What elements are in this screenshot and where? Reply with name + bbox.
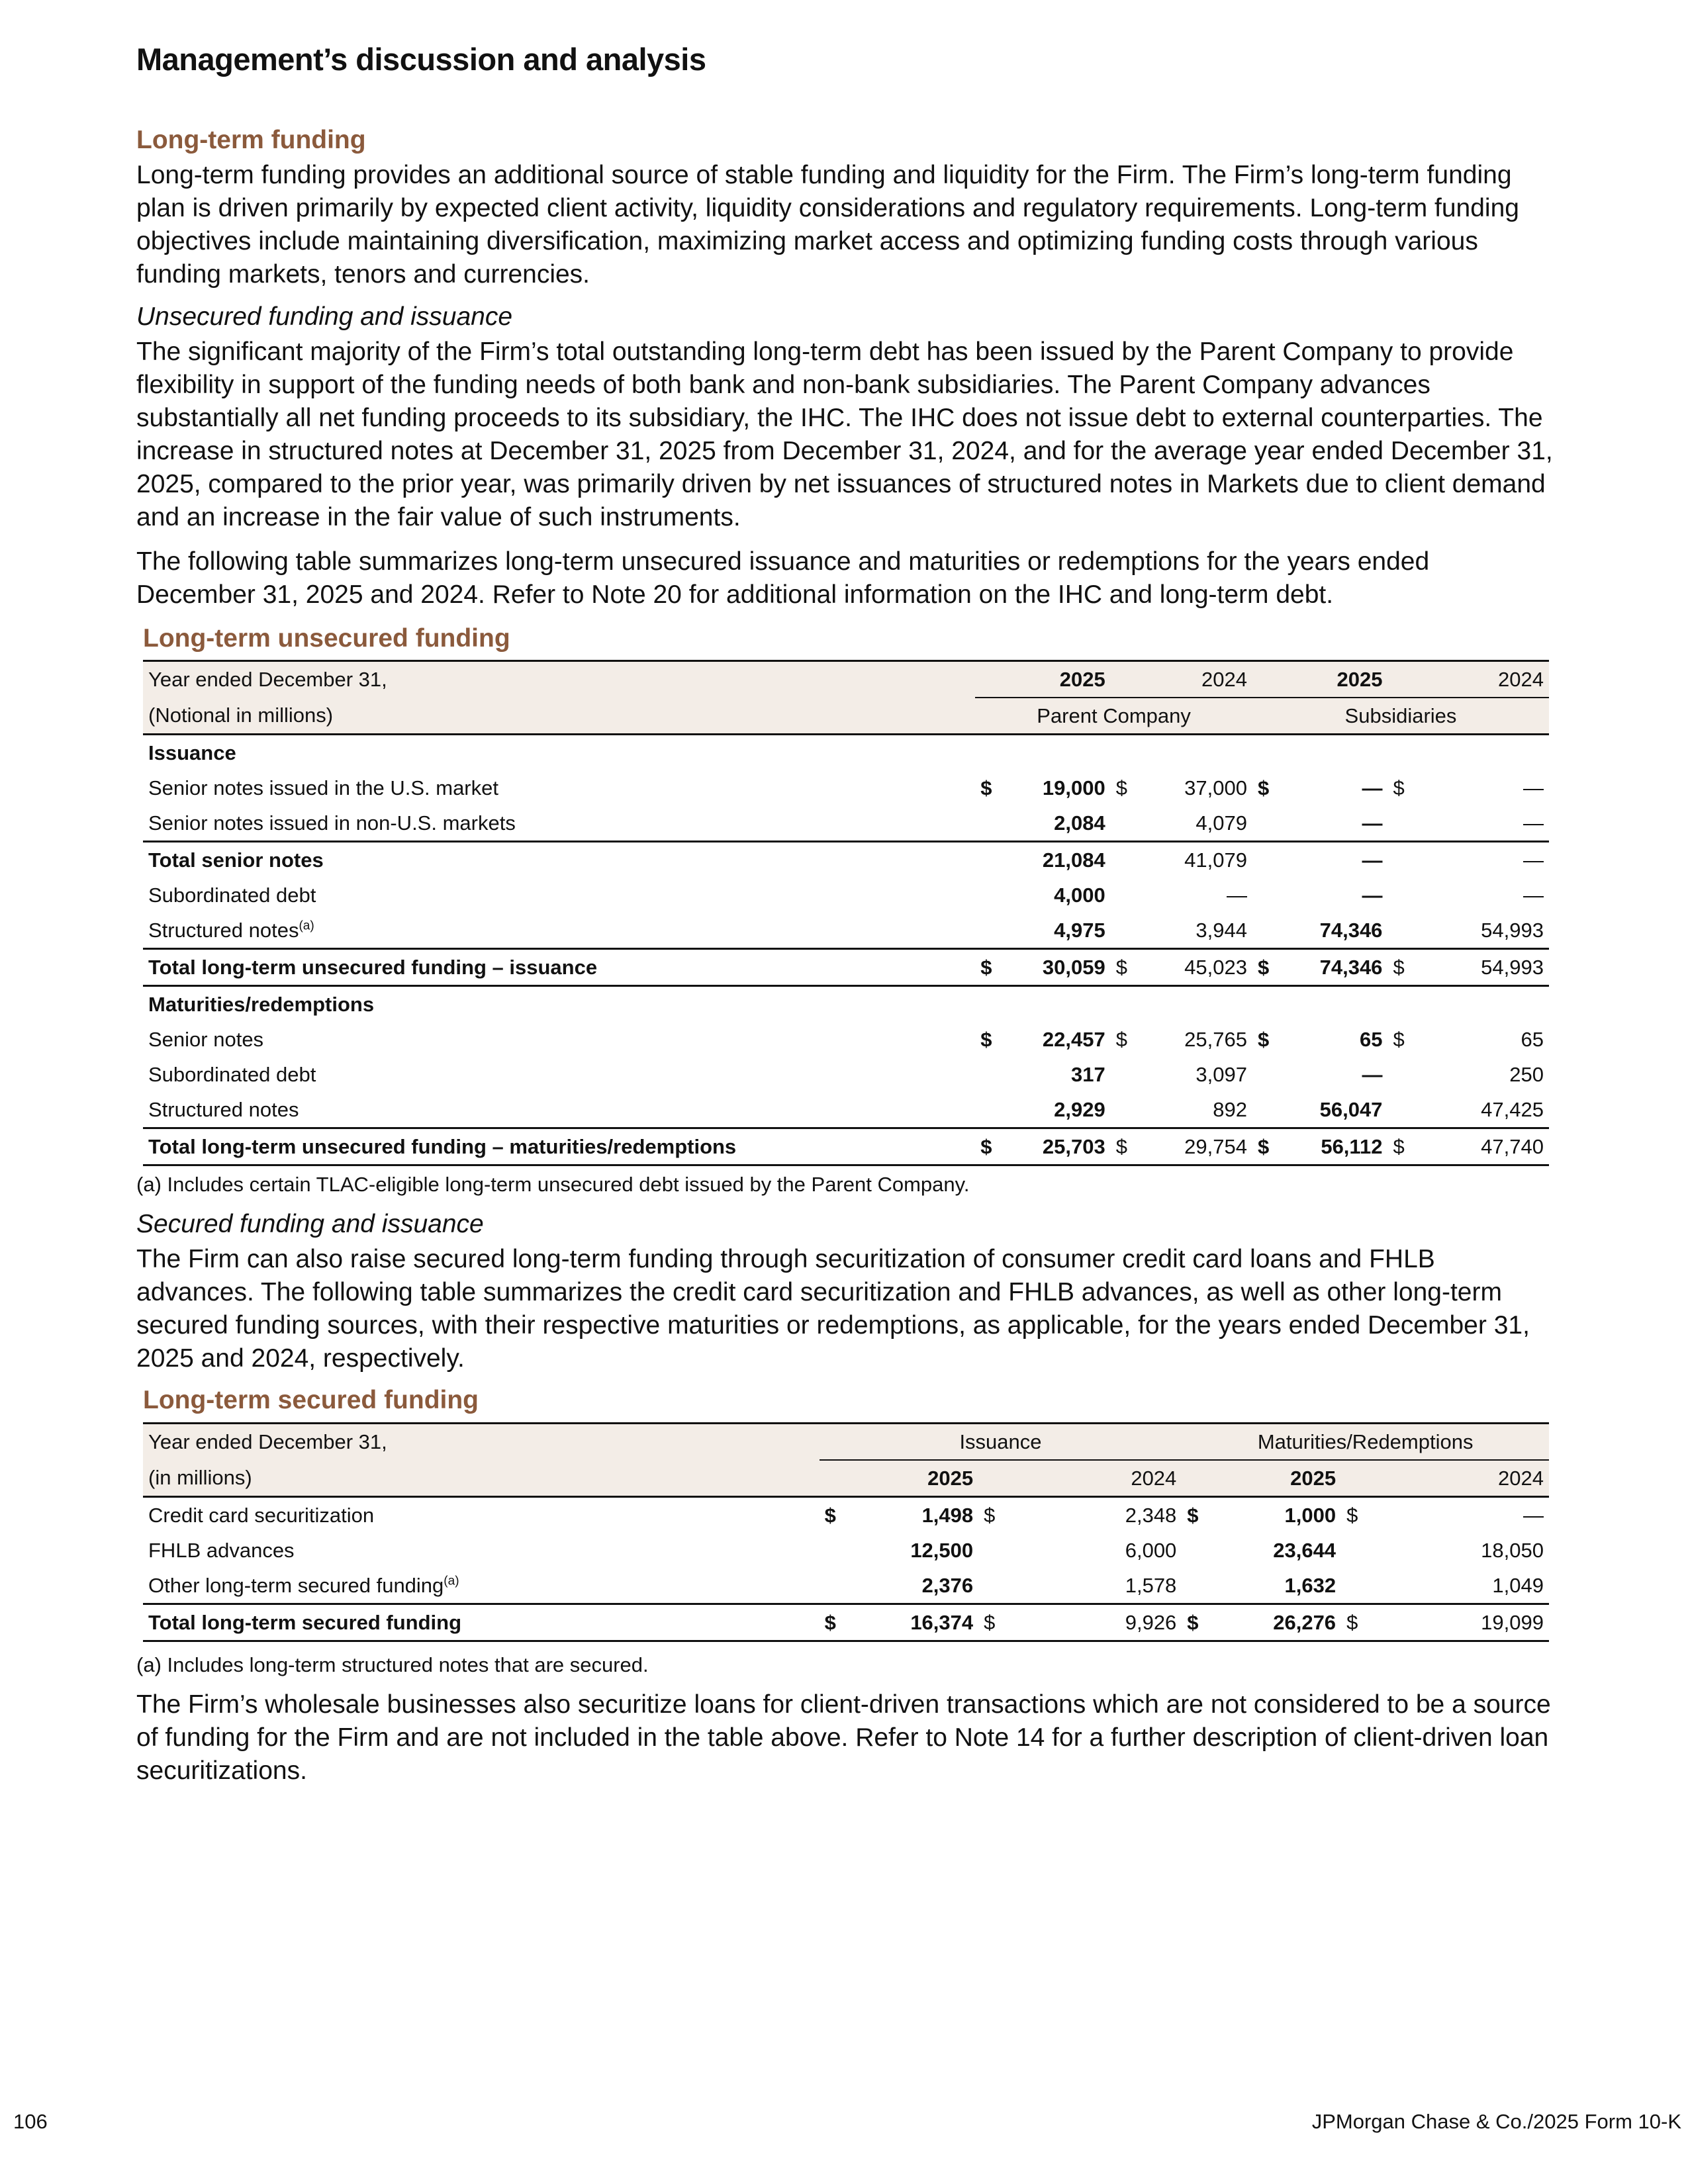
unsecured-paragraph-1: The significant majority of the Firm’s total outstanding long-term debt has been issued by the Parent Company to provide flexibility in support of the funding needs of both bank and non-bank subsidiaries. The Parent Company advances substantially all net funding proceeds to its subsidiary, the IHC. The IHC does not issue debt to external counterparties. The increase in structured notes at December 31, 2025 from December 31, 2024, and for the average year ended December 31, 2025, compared to the prior year, was primarily driven by net issuances of structured notes in Markets due to client demand and an increase in the fair value of such instruments. <box>136 338 1553 531</box>
row-label: Senior notes issued in non-U.S. markets <box>148 811 516 835</box>
secured-funding-table <box>143 1422 1549 1642</box>
table-title-secured: Long-term secured funding <box>143 1386 479 1414</box>
table-row <box>143 805 1549 842</box>
group-maturities: Maturities/Redemptions <box>1182 1424 1549 1461</box>
row-label: Total long-term unsecured funding – maturities/redemptions <box>143 1128 975 1165</box>
table-row <box>143 842 1549 878</box>
cell-subs-2024: 250 <box>1509 1062 1544 1086</box>
cell-subs-2025: 74,346 <box>1283 949 1388 986</box>
footnote-marker: (a) <box>444 1574 459 1588</box>
cell-maturities-2025: 26,276 <box>1212 1604 1341 1641</box>
section-row <box>143 986 1549 1023</box>
row-label: Total senior notes <box>143 842 975 878</box>
row-label <box>143 1568 820 1604</box>
group-subsidiaries: Subsidiaries <box>1252 698 1549 735</box>
cell-maturities-2025: 23,644 <box>1273 1538 1336 1562</box>
currency: $ <box>1341 1604 1372 1641</box>
cell-maturities-2024: — <box>1523 1503 1544 1527</box>
table-row <box>143 1604 1549 1641</box>
cell-subs-2024: — <box>1523 776 1544 799</box>
cell-parent-2025: 317 <box>1070 1062 1105 1086</box>
cell-subs-2025: 56,112 <box>1283 1128 1388 1165</box>
cell-subs-2025: — <box>1362 883 1383 907</box>
table-row <box>143 1092 1549 1128</box>
cell-parent-2024: 4,079 <box>1196 811 1247 835</box>
table-row <box>143 1497 1549 1533</box>
currency: $ <box>1393 1027 1405 1051</box>
table-row <box>143 1128 1549 1165</box>
currency: $ <box>1387 949 1418 986</box>
cell-subs-2024: — <box>1523 883 1544 907</box>
section-row <box>143 735 1549 771</box>
cell-subs-2025: 65 <box>1359 1027 1383 1051</box>
currency: $ <box>820 1604 850 1641</box>
cell-subs-2024: 47,740 <box>1418 1128 1549 1165</box>
section-issuance: Issuance <box>148 741 236 764</box>
currency: $ <box>980 776 992 799</box>
row-label: Total long-term unsecured funding – issuance <box>143 949 975 986</box>
cell-subs-2024: 54,993 <box>1481 918 1544 942</box>
subheading-secured: Secured funding and issuance <box>136 1210 484 1238</box>
currency: $ <box>1182 1604 1212 1641</box>
cell-parent-2024: — <box>1226 883 1247 907</box>
cell-subs-2025: 74,346 <box>1319 918 1383 942</box>
row-label <box>143 913 975 949</box>
currency: $ <box>1346 1503 1358 1527</box>
currency: $ <box>975 1128 1006 1165</box>
row-label: Senior notes <box>148 1027 264 1051</box>
closing-paragraph: The Firm’s wholesale businesses also securitize loans for client-driven transactions which are not considered to be a source of funding for the Firm and are not included in the table above. Refer to Note 14 for a further description of client-driven loan securitizations. <box>136 1690 1551 1785</box>
page-number: 106 <box>13 2110 48 2133</box>
cell-subs-2024: — <box>1523 811 1544 835</box>
table-header-row <box>143 698 1549 735</box>
cell-parent-2025: 4,000 <box>1054 883 1105 907</box>
unsecured-paragraph-2: The following table summarizes long-term unsecured issuance and maturities or redemptions for the years ended December 31, 2025 and 2024. Refer to Note 20 for additional information on the IHC and long-term debt. <box>136 547 1430 609</box>
currency: $ <box>1257 776 1270 799</box>
row-label-text: Structured notes <box>148 918 299 942</box>
cell-parent-2024: 3,944 <box>1196 918 1247 942</box>
cell-issuance-2025: 2,376 <box>921 1573 974 1597</box>
currency: $ <box>824 1503 836 1527</box>
currency: $ <box>1252 949 1283 986</box>
table-row <box>143 770 1549 805</box>
currency: $ <box>1257 1027 1270 1051</box>
cell-parent-2024: 3,097 <box>1196 1062 1247 1086</box>
cell-parent-2024: 37,000 <box>1184 776 1247 799</box>
table-title-unsecured: Long-term unsecured funding <box>143 624 510 653</box>
col-parent-2024: 2024 <box>1111 661 1252 698</box>
cell-subs-2025: — <box>1283 842 1388 878</box>
currency: $ <box>1115 776 1127 799</box>
row-label-text: Other long-term secured funding <box>148 1573 444 1597</box>
cell-subs-2024: 65 <box>1521 1027 1544 1051</box>
table-row <box>143 1022 1549 1057</box>
header-notional: (Notional in millions) <box>143 698 975 735</box>
col-maturities-2024: 2024 <box>1341 1460 1549 1497</box>
cell-parent-2025: 25,703 <box>1006 1128 1111 1165</box>
cell-maturities-2024: 18,050 <box>1481 1538 1544 1562</box>
header-millions: (in millions) <box>143 1460 820 1497</box>
cell-parent-2024: 45,023 <box>1141 949 1252 986</box>
table-row <box>143 949 1549 986</box>
col-subs-2024: 2024 <box>1387 661 1549 698</box>
currency: $ <box>984 1503 996 1527</box>
col-issuance-2024: 2024 <box>978 1460 1182 1497</box>
group-parent-company: Parent Company <box>975 698 1252 735</box>
document-name: JPMorgan Chase & Co./2025 Form 10-K <box>1311 2110 1681 2133</box>
cell-parent-2025: 22,457 <box>1042 1027 1105 1051</box>
cell-issuance-2024: 2,348 <box>1125 1503 1177 1527</box>
row-label: FHLB advances <box>148 1538 295 1562</box>
cell-parent-2025: 4,975 <box>1054 918 1105 942</box>
row-label: Subordinated debt <box>148 1062 316 1086</box>
cell-subs-2024: — <box>1418 842 1549 878</box>
cell-parent-2025: 19,000 <box>1042 776 1105 799</box>
table-row <box>143 1568 1549 1604</box>
cell-issuance-2024: 9,926 <box>1009 1604 1182 1641</box>
cell-subs-2025: — <box>1362 1062 1383 1086</box>
page-title: Management’s discussion and analysis <box>136 42 706 77</box>
col-parent-2025: 2025 <box>975 661 1110 698</box>
cell-parent-2025: 2,084 <box>1054 811 1105 835</box>
cell-subs-2025: — <box>1362 776 1383 799</box>
cell-issuance-2025: 16,374 <box>849 1604 978 1641</box>
footnote-secured: (a) Includes long-term structured notes that are secured. <box>136 1653 649 1676</box>
cell-parent-2025: 21,084 <box>1006 842 1111 878</box>
cell-parent-2024: 892 <box>1213 1097 1247 1121</box>
cell-issuance-2024: 1,578 <box>1125 1573 1177 1597</box>
table-row <box>143 878 1549 913</box>
subheading-unsecured: Unsecured funding and issuance <box>136 302 513 331</box>
section-heading-long-term-funding: Long-term funding <box>136 126 366 154</box>
currency: $ <box>1111 949 1141 986</box>
cell-subs-2024: 54,993 <box>1418 949 1549 986</box>
currency: $ <box>978 1604 1009 1641</box>
col-issuance-2025: 2025 <box>820 1460 978 1497</box>
cell-maturities-2024: 19,099 <box>1372 1604 1549 1641</box>
cell-issuance-2024: 6,000 <box>1125 1538 1177 1562</box>
section-maturities: Maturities/redemptions <box>148 992 375 1016</box>
currency: $ <box>1115 1027 1127 1051</box>
table-header-row <box>143 661 1549 698</box>
row-label: Senior notes issued in the U.S. market <box>148 776 498 799</box>
long-term-funding-paragraph: Long-term funding provides an additional source of stable funding and liquidity for the Firm. The Firm’s long-term funding plan is driven primarily by expected client activity, liquidity considerations and regulatory requirements. Long-term funding objectives include maintaining diversification, maximizing market access and optimizing funding costs through various funding markets, tenors and currencies. <box>136 161 1519 289</box>
col-maturities-2025: 2025 <box>1182 1460 1341 1497</box>
table-row <box>143 1057 1549 1092</box>
currency: $ <box>1393 776 1405 799</box>
footnote-unsecured: (a) Includes certain TLAC-eligible long-term unsecured debt issued by the Parent Company. <box>136 1173 970 1196</box>
col-subs-2025: 2025 <box>1252 661 1387 698</box>
unsecured-funding-table <box>143 660 1549 1166</box>
currency: $ <box>1187 1503 1199 1527</box>
table-header-row <box>143 1424 1549 1461</box>
cell-maturities-2025: 1,632 <box>1284 1573 1336 1597</box>
currency: $ <box>1387 1128 1418 1165</box>
secured-paragraph: The Firm can also raise secured long-term funding through securitization of consumer credit card loans and FHLB advances. The following table summarizes the credit card securitization and FHLB advances, as well as other long-term secured funding sources, with their respective maturities or redemptions, as applicable, for the years ended December 31, 2025 and 2024, respectively. <box>136 1245 1530 1373</box>
group-issuance: Issuance <box>820 1424 1182 1461</box>
cell-subs-2025: — <box>1362 811 1383 835</box>
table-row <box>143 1533 1549 1568</box>
cell-maturities-2024: 1,049 <box>1492 1573 1544 1597</box>
cell-issuance-2025: 1,498 <box>921 1503 974 1527</box>
currency: $ <box>1252 1128 1283 1165</box>
footnote-marker: (a) <box>299 919 314 933</box>
cell-parent-2024: 25,765 <box>1184 1027 1247 1051</box>
cell-parent-2025: 30,059 <box>1006 949 1111 986</box>
table-row <box>143 913 1549 949</box>
row-label: Structured notes <box>148 1097 299 1121</box>
cell-maturities-2025: 1,000 <box>1284 1503 1336 1527</box>
cell-subs-2025: 56,047 <box>1319 1097 1383 1121</box>
currency: $ <box>1111 1128 1141 1165</box>
table-header-row <box>143 1460 1549 1497</box>
header-year: Year ended December 31, <box>143 1424 820 1461</box>
row-label: Credit card securitization <box>148 1503 375 1527</box>
currency: $ <box>980 1027 992 1051</box>
cell-subs-2024: 47,425 <box>1481 1097 1544 1121</box>
cell-parent-2025: 2,929 <box>1054 1097 1105 1121</box>
header-year: Year ended December 31, <box>143 661 975 698</box>
row-label: Subordinated debt <box>148 883 316 907</box>
currency: $ <box>975 949 1006 986</box>
cell-parent-2024: 41,079 <box>1141 842 1252 878</box>
row-label: Total long-term secured funding <box>143 1604 820 1641</box>
cell-parent-2024: 29,754 <box>1141 1128 1252 1165</box>
cell-issuance-2025: 12,500 <box>910 1538 974 1562</box>
